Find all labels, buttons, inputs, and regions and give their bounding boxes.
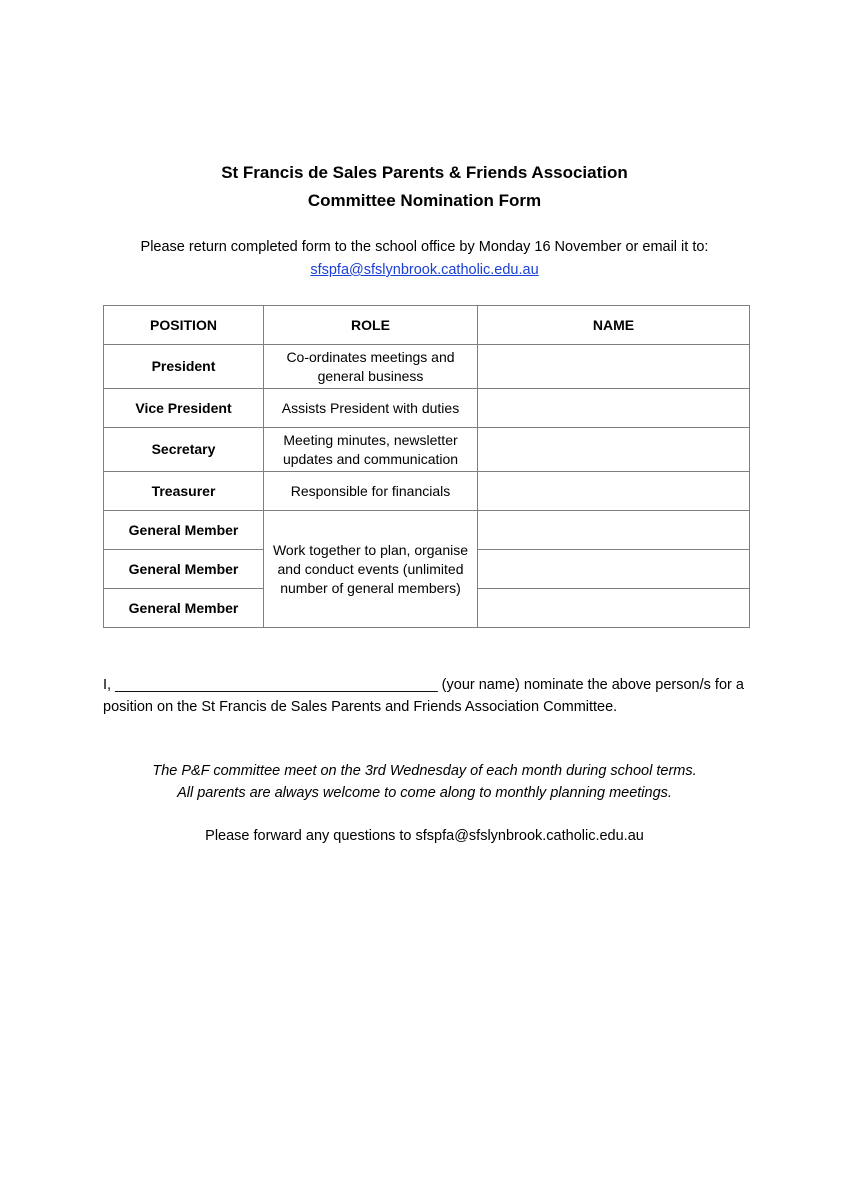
table-row [104, 345, 750, 389]
nomination-table [103, 305, 750, 628]
name-field-general-member-2[interactable] [478, 550, 750, 589]
role-cell: Assists President with duties [264, 389, 478, 428]
header-name: NAME [478, 306, 750, 345]
role-cell-general-member: Work together to plan, organise and conduct events (unlimited number of general members) [264, 511, 478, 628]
role-cell: Meeting minutes, newsletter updates and communication [264, 428, 478, 472]
nominator-declaration: I, ________________________________________ (your name) nominate the above person/s for a position on the St Francis de Sales Parents and Friends Association Committee. [103, 677, 744, 715]
table-header-row [104, 306, 750, 345]
table-row [104, 389, 750, 428]
email-link-container [0, 262, 849, 278]
name-field-president[interactable] [478, 345, 750, 389]
name-field-secretary[interactable] [478, 428, 750, 472]
position-cell: Vice President [104, 389, 264, 428]
position-cell: President [104, 345, 264, 389]
table-row [104, 511, 750, 550]
form-title: St Francis de Sales Parents & Friends Association [221, 163, 628, 182]
position-cell: General Member [104, 511, 264, 550]
name-field-general-member-3[interactable] [478, 589, 750, 628]
form-subtitle: Committee Nomination Form [307, 191, 542, 210]
header-position: POSITION [104, 306, 264, 345]
position-cell: General Member [104, 550, 264, 589]
questions-contact: Please forward any questions to sfspfa@sfslynbrook.catholic.edu.au [205, 828, 644, 844]
position-cell: General Member [104, 589, 264, 628]
role-cell: Co-ordinates meetings and general business [264, 345, 478, 389]
name-field-general-member-1[interactable] [478, 511, 750, 550]
name-field-vice-president[interactable] [478, 389, 750, 428]
role-cell: Responsible for financials [264, 472, 478, 511]
name-field-treasurer[interactable] [478, 472, 750, 511]
position-cell: Treasurer [104, 472, 264, 511]
email-link[interactable]: sfspfa@sfslynbrook.catholic.edu.au [310, 262, 539, 278]
meeting-note-line2: All parents are always welcome to come along to monthly planning meetings. [177, 785, 672, 801]
header-role: ROLE [264, 306, 478, 345]
table-row [104, 472, 750, 511]
return-instructions: Please return completed form to the school office by Monday 16 November or email it to: [140, 239, 709, 255]
table-row [104, 428, 750, 472]
meeting-note-line1: The P&F committee meet on the 3rd Wednesday of each month during school terms. [152, 763, 697, 779]
position-cell: Secretary [104, 428, 264, 472]
